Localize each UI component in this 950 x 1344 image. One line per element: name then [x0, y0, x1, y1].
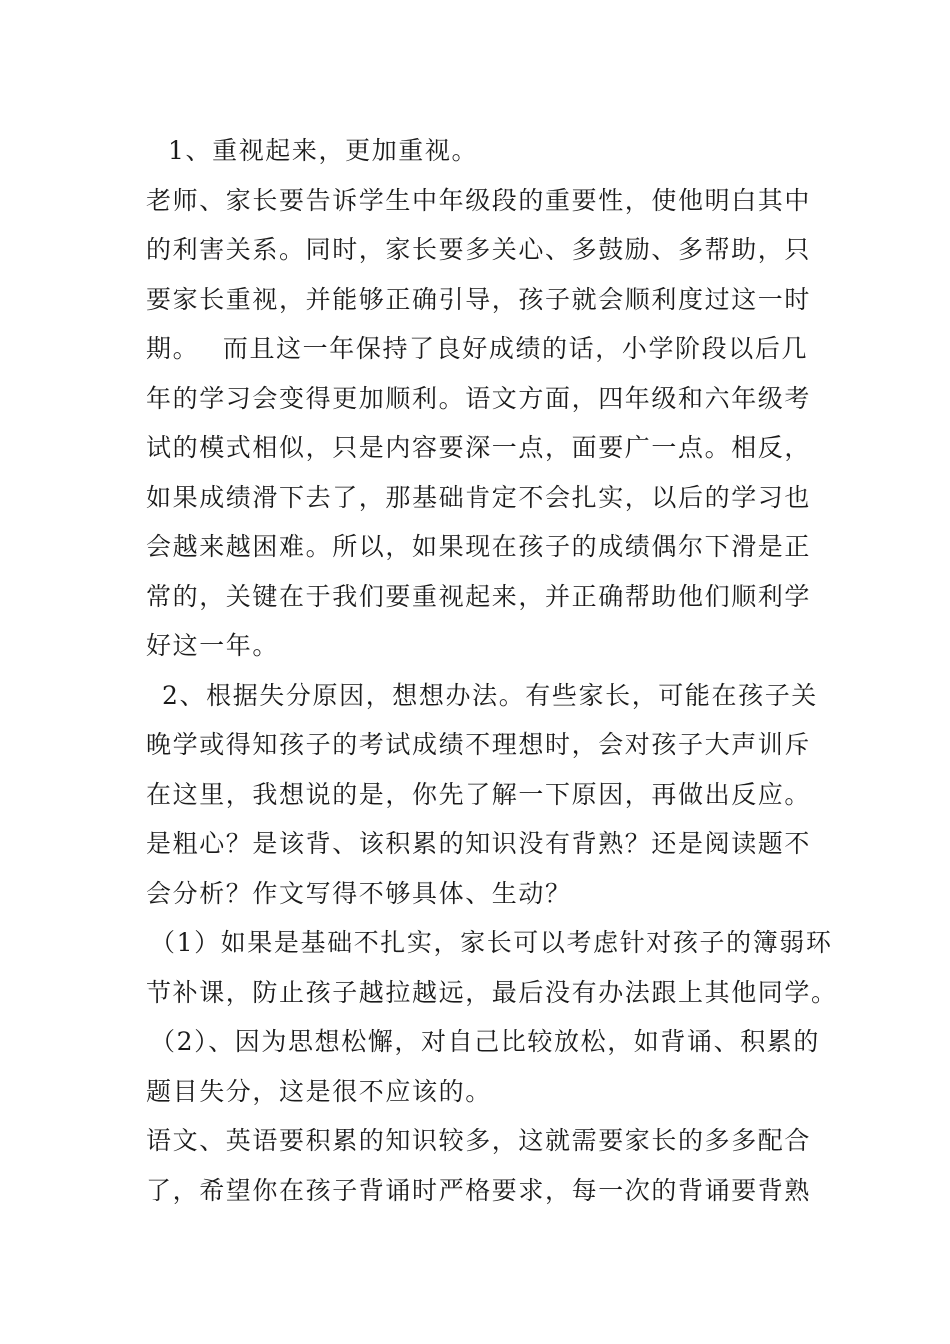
- paragraph-line: 要家长重视，并能够正确引导，孩子就会顺利度过这一时: [146, 284, 812, 314]
- paragraph-line: 节补课，防止孩子越拉越远，最后没有办法跟上其他同学。: [146, 977, 838, 1007]
- heading-2: 2、根据失分原因，想想办法。有些家长，可能在孩子关: [162, 680, 818, 710]
- paragraph-line: 语文、英语要积累的知识较多，这就需要家长的多多配合: [146, 1126, 812, 1155]
- paragraph-line: 年的学习会变得更加顺利。语文方面，四年级和六年级考: [146, 383, 812, 413]
- paragraph-line: 老师、家长要告诉学生中年级段的重要性，使他明白其中: [146, 185, 812, 215]
- paragraph-line: 好这一年。: [146, 631, 280, 660]
- paragraph-line: 在这里，我想说的是，你先了解一下原因，再做出反应。: [146, 779, 812, 809]
- paragraph-line: 会越来越困难。所以，如果现在孩子的成绩偶尔下滑是正: [146, 532, 812, 561]
- paragraph-line: 试的模式相似，只是内容要深一点，面要广一点。相反，: [146, 433, 812, 462]
- paragraph-line: 是粗心？是该背、该积累的知识没有背熟？还是阅读题不: [146, 829, 812, 858]
- paragraph-line: 期。 而且这一年保持了良好成绩的话，小学阶段以后几: [146, 334, 809, 363]
- heading-1: 1、重视起来，更加重视。: [168, 136, 479, 165]
- paragraph-line: 常的，关键在于我们要重视起来，并正确帮助他们顺利学: [146, 581, 812, 611]
- paragraph-line: 的利害关系。同时，家长要多关心、多鼓励、多帮助，只: [146, 235, 812, 264]
- paragraph-line: 晚学或得知孩子的考试成绩不理想时，会对孩子大声训斥: [146, 730, 812, 759]
- paragraph-line: 会分析？作文写得不够具体、生动？: [146, 878, 572, 908]
- paragraph-line: 了，希望你在孩子背诵时严格要求，每一次的背诵要背熟: [146, 1175, 812, 1205]
- document-body: [146, 126, 838, 1215]
- paragraph-line: 题目失分，这是很不应该的。: [146, 1076, 492, 1106]
- list-item-2: （2）、因为思想松懈，对自己比较放松，如背诵、积累的: [150, 1027, 821, 1056]
- paragraph-line: 如果成绩滑下去了，那基础肯定不会扎实，以后的学习也: [146, 482, 812, 512]
- list-item-1: （1）如果是基础不扎实，家长可以考虑针对孩子的簿弱环: [150, 928, 833, 957]
